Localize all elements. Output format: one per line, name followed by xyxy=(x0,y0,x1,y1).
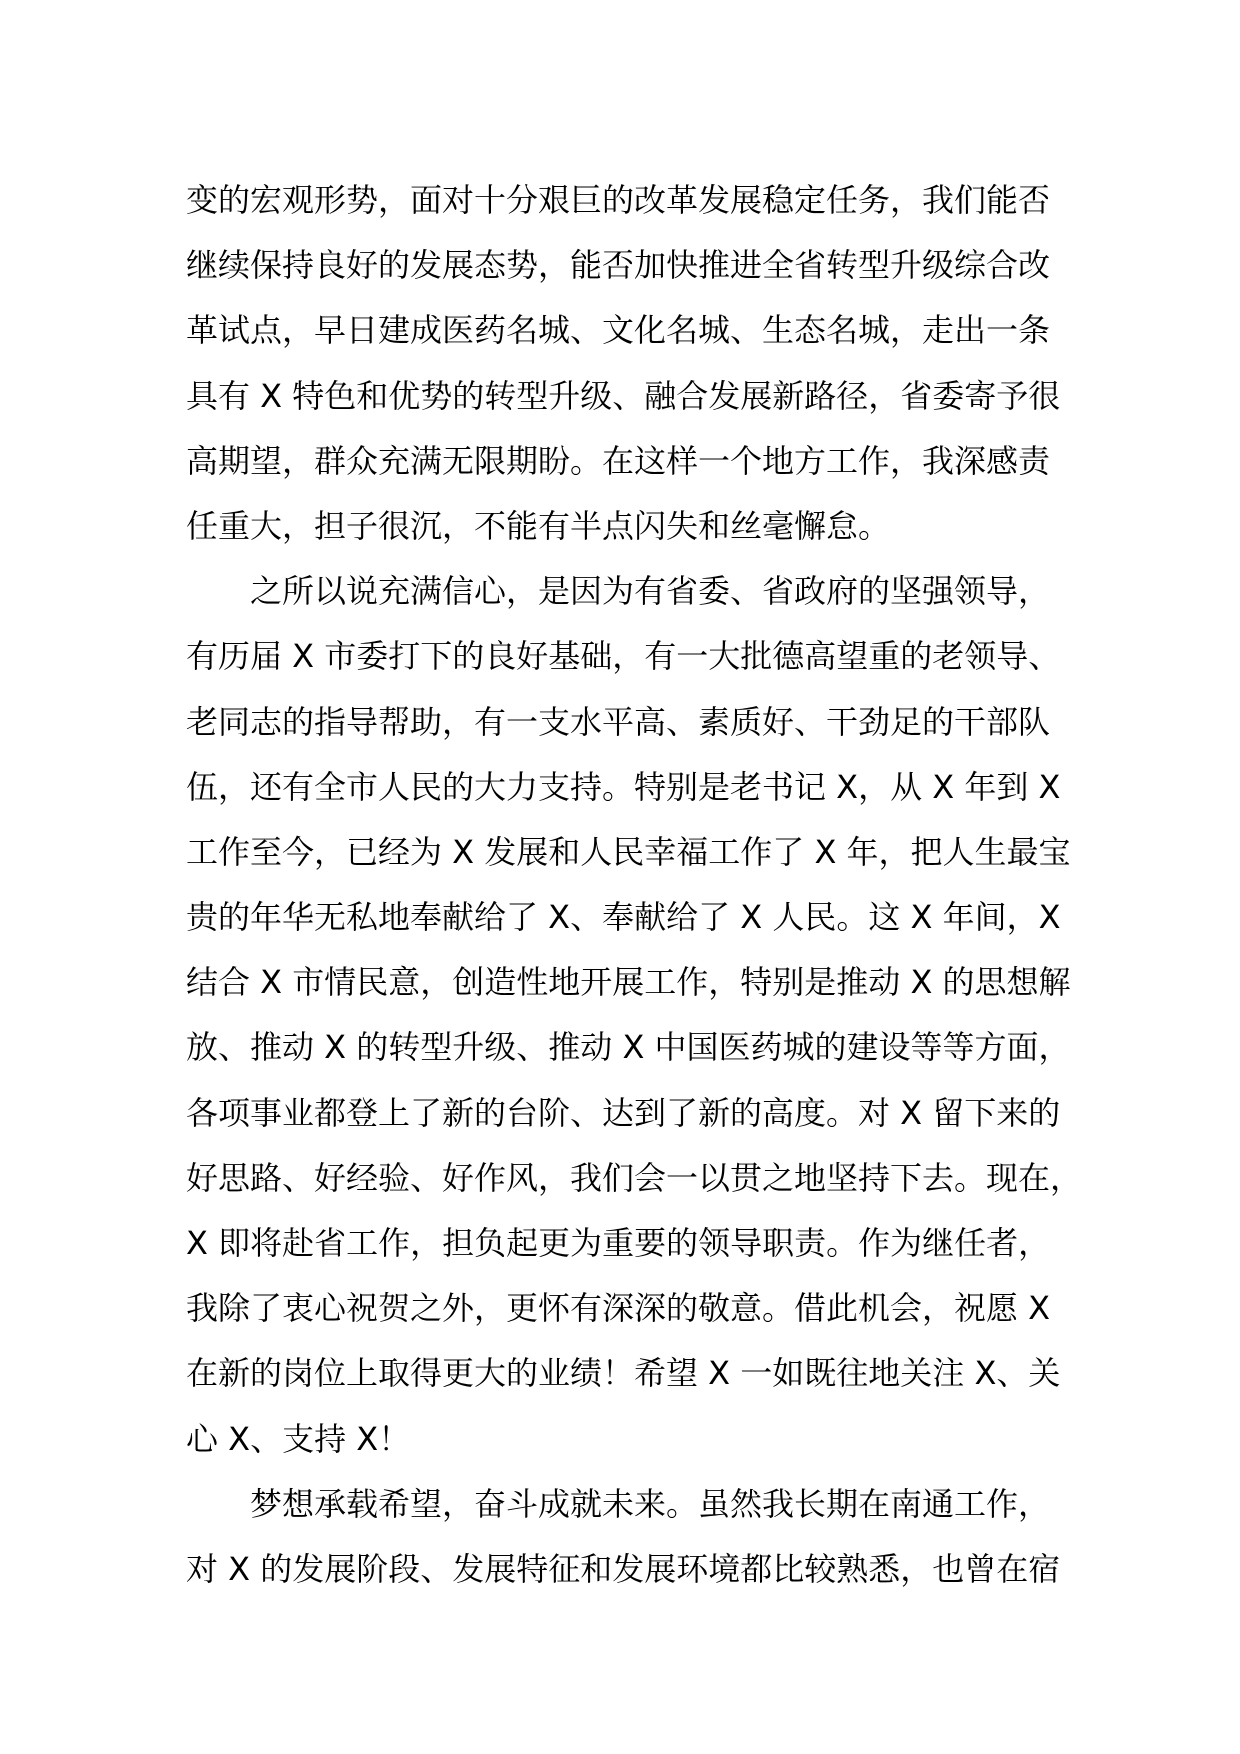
text-line: 各项事业都登上了新的台阶、达到了新的高度。对 X 留下来的 xyxy=(186,1093,1061,1132)
text-line: 任重大，担子很沉，不能有半点闪失和丝毫懈怠。 xyxy=(186,506,891,545)
text-line: X 即将赴省工作，担负起更为重要的领导职责。作为继任者， xyxy=(186,1224,1051,1262)
text-line: 具有 X 特色和优势的转型升级、融合发展新路径，省委寄予很 xyxy=(186,376,1061,415)
body-text xyxy=(186,168,1083,1602)
paragraph-start-line: 梦想承载希望，奋斗成就未来。虽然我长期在南通工作， xyxy=(250,1484,1051,1523)
text-line: 对 X 的发展阶段、发展特征和发展环境都比较熟悉，也曾在宿 xyxy=(186,1549,1061,1588)
text-line: 放、推动 X 的转型升级、推动 X 中国医药城的建设等等方面， xyxy=(186,1028,1071,1067)
text-line: 老同志的指导帮助，有一支水平高、素质好、干劲足的干部队 xyxy=(186,702,1051,741)
paragraph-start-line: 之所以说充满信心，是因为有省委、省政府的坚强领导， xyxy=(250,572,1051,611)
text-line: 有历届 X 市委打下的良好基础，有一大批德高望重的老领导、 xyxy=(186,637,1061,676)
text-line: 心 X、支持 X！ xyxy=(186,1419,411,1458)
text-line: 在新的岗位上取得更大的业绩！希望 X 一如既往地关注 X、关 xyxy=(186,1354,1061,1393)
text-line: 继续保持良好的发展态势，能否加快推进全省转型升级综合改 xyxy=(186,246,1051,285)
text-line: 工作至今，已经为 X 发展和人民幸福工作了 X 年，把人生最宝 xyxy=(186,832,1071,871)
text-line: 高期望，群众充满无限期盼。在这样一个地方工作，我深感责 xyxy=(186,441,1051,480)
text-line: 结合 X 市情民意，创造性地开展工作，特别是推动 X 的思想解 xyxy=(186,963,1071,1002)
text-line: 贵的年华无私地奉献给了 X、奉献给了 X 人民。这 X 年间，X xyxy=(186,898,1061,937)
text-line: 好思路、好经验、好作风，我们会一以贯之地坚持下去。现在， xyxy=(186,1158,1083,1197)
text-line: 变的宏观形势，面对十分艰巨的改革发展稳定任务，我们能否 xyxy=(186,181,1051,219)
text-line: 革试点，早日建成医药名城、文化名城、生态名城，走出一条 xyxy=(186,311,1051,350)
text-line: 伍，还有全市人民的大力支持。特别是老书记 X，从 X 年到 X xyxy=(186,767,1061,806)
text-line: 我除了衷心祝贺之外，更怀有深深的敬意。借此机会，祝愿 X xyxy=(186,1289,1051,1328)
